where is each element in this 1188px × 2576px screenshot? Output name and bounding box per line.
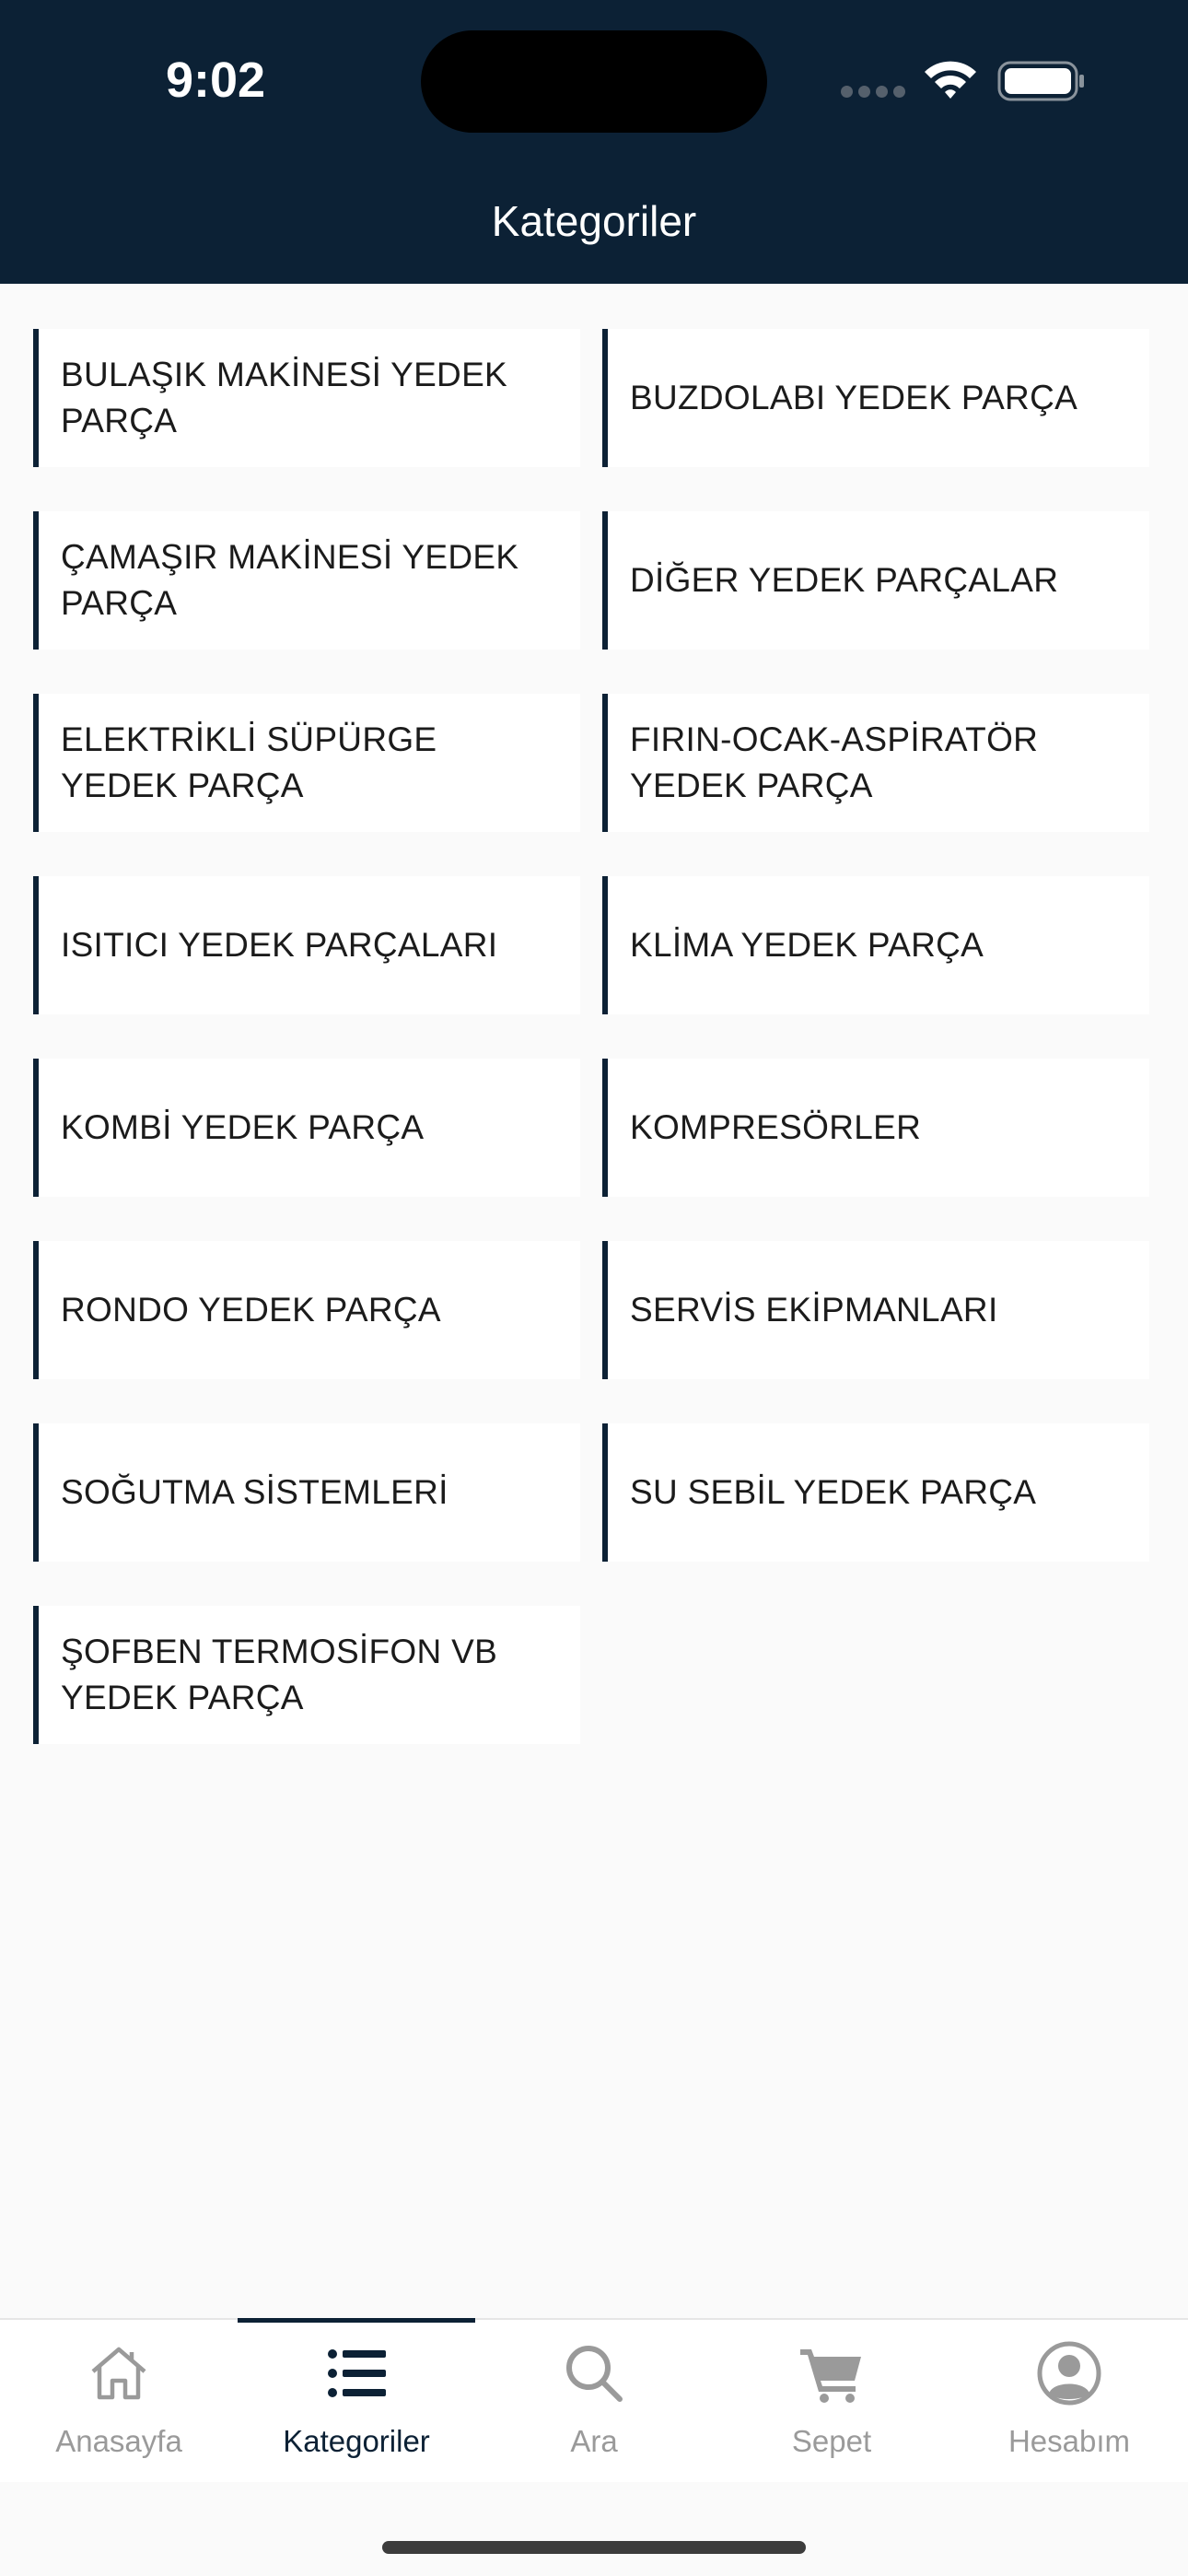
battery-icon	[997, 61, 1086, 101]
tab-label: Hesabım	[1007, 2424, 1131, 2458]
category-card[interactable]	[33, 876, 580, 1014]
category-card[interactable]	[33, 1059, 580, 1197]
app-header	[0, 0, 1188, 284]
status-time: 9:02	[166, 53, 266, 108]
tab-home[interactable]	[0, 2320, 238, 2482]
search-icon	[561, 2340, 627, 2406]
category-label: KOMPRESÖRLER	[630, 1108, 922, 1146]
category-grid	[33, 329, 1149, 1744]
category-card[interactable]	[602, 1059, 1149, 1197]
category-card[interactable]	[33, 1606, 580, 1744]
list-icon	[323, 2340, 390, 2406]
dynamic-island	[421, 30, 767, 133]
category-label: BUZDOLABI YEDEK PARÇA	[630, 379, 1078, 416]
category-card[interactable]	[602, 1423, 1149, 1562]
tab-search[interactable]	[475, 2320, 713, 2482]
home-indicator[interactable]	[382, 2541, 806, 2554]
wifi-icon	[921, 57, 980, 101]
category-card[interactable]	[33, 1423, 580, 1562]
category-label: SOĞUTMA SİSTEMLERİ	[61, 1473, 448, 1511]
tab-label: Sepet	[791, 2424, 872, 2458]
category-label: ISITICI YEDEK PARÇALARI	[61, 926, 498, 964]
category-card[interactable]	[602, 876, 1149, 1014]
category-label: ELEKTRİKLİ SÜPÜRGE YEDEK PARÇA	[61, 720, 437, 804]
category-card[interactable]	[602, 1241, 1149, 1379]
category-card[interactable]	[602, 329, 1149, 467]
category-card[interactable]	[33, 1241, 580, 1379]
tab-cart[interactable]	[713, 2320, 950, 2482]
category-card[interactable]	[33, 329, 580, 467]
category-label: ŞOFBEN TERMOSİFON VB YEDEK PARÇA	[61, 1633, 498, 1716]
category-label: SU SEBİL YEDEK PARÇA	[630, 1473, 1037, 1511]
category-label: DİĞER YEDEK PARÇALAR	[630, 561, 1059, 599]
home-icon	[86, 2340, 152, 2406]
category-label: KLİMA YEDEK PARÇA	[630, 926, 984, 964]
category-label: SERVİS EKİPMANLARI	[630, 1291, 998, 1329]
cellular-signal-icon	[841, 84, 905, 99]
category-card[interactable]	[33, 511, 580, 650]
page-title: Kategoriler	[491, 197, 697, 245]
cart-icon	[798, 2340, 865, 2406]
category-card[interactable]	[602, 694, 1149, 832]
tab-label: Kategoriler	[283, 2424, 430, 2458]
category-label: BULAŞIK MAKİNESİ YEDEK PARÇA	[61, 356, 508, 439]
bottom-tab-bar	[0, 2318, 1188, 2482]
category-card[interactable]	[602, 511, 1149, 650]
category-label: ÇAMAŞIR MAKİNESİ YEDEK PARÇA	[61, 538, 519, 622]
category-card[interactable]	[33, 694, 580, 832]
tab-label: Ara	[570, 2424, 618, 2458]
account-icon	[1036, 2340, 1102, 2406]
category-label: RONDO YEDEK PARÇA	[61, 1291, 441, 1329]
tab-label: Anasayfa	[55, 2424, 182, 2458]
tab-account[interactable]	[950, 2320, 1188, 2482]
category-label: KOMBİ YEDEK PARÇA	[61, 1108, 425, 1146]
tab-categories[interactable]	[238, 2320, 475, 2482]
category-label: FIRIN-OCAK-ASPİRATÖR YEDEK PARÇA	[630, 720, 1039, 804]
